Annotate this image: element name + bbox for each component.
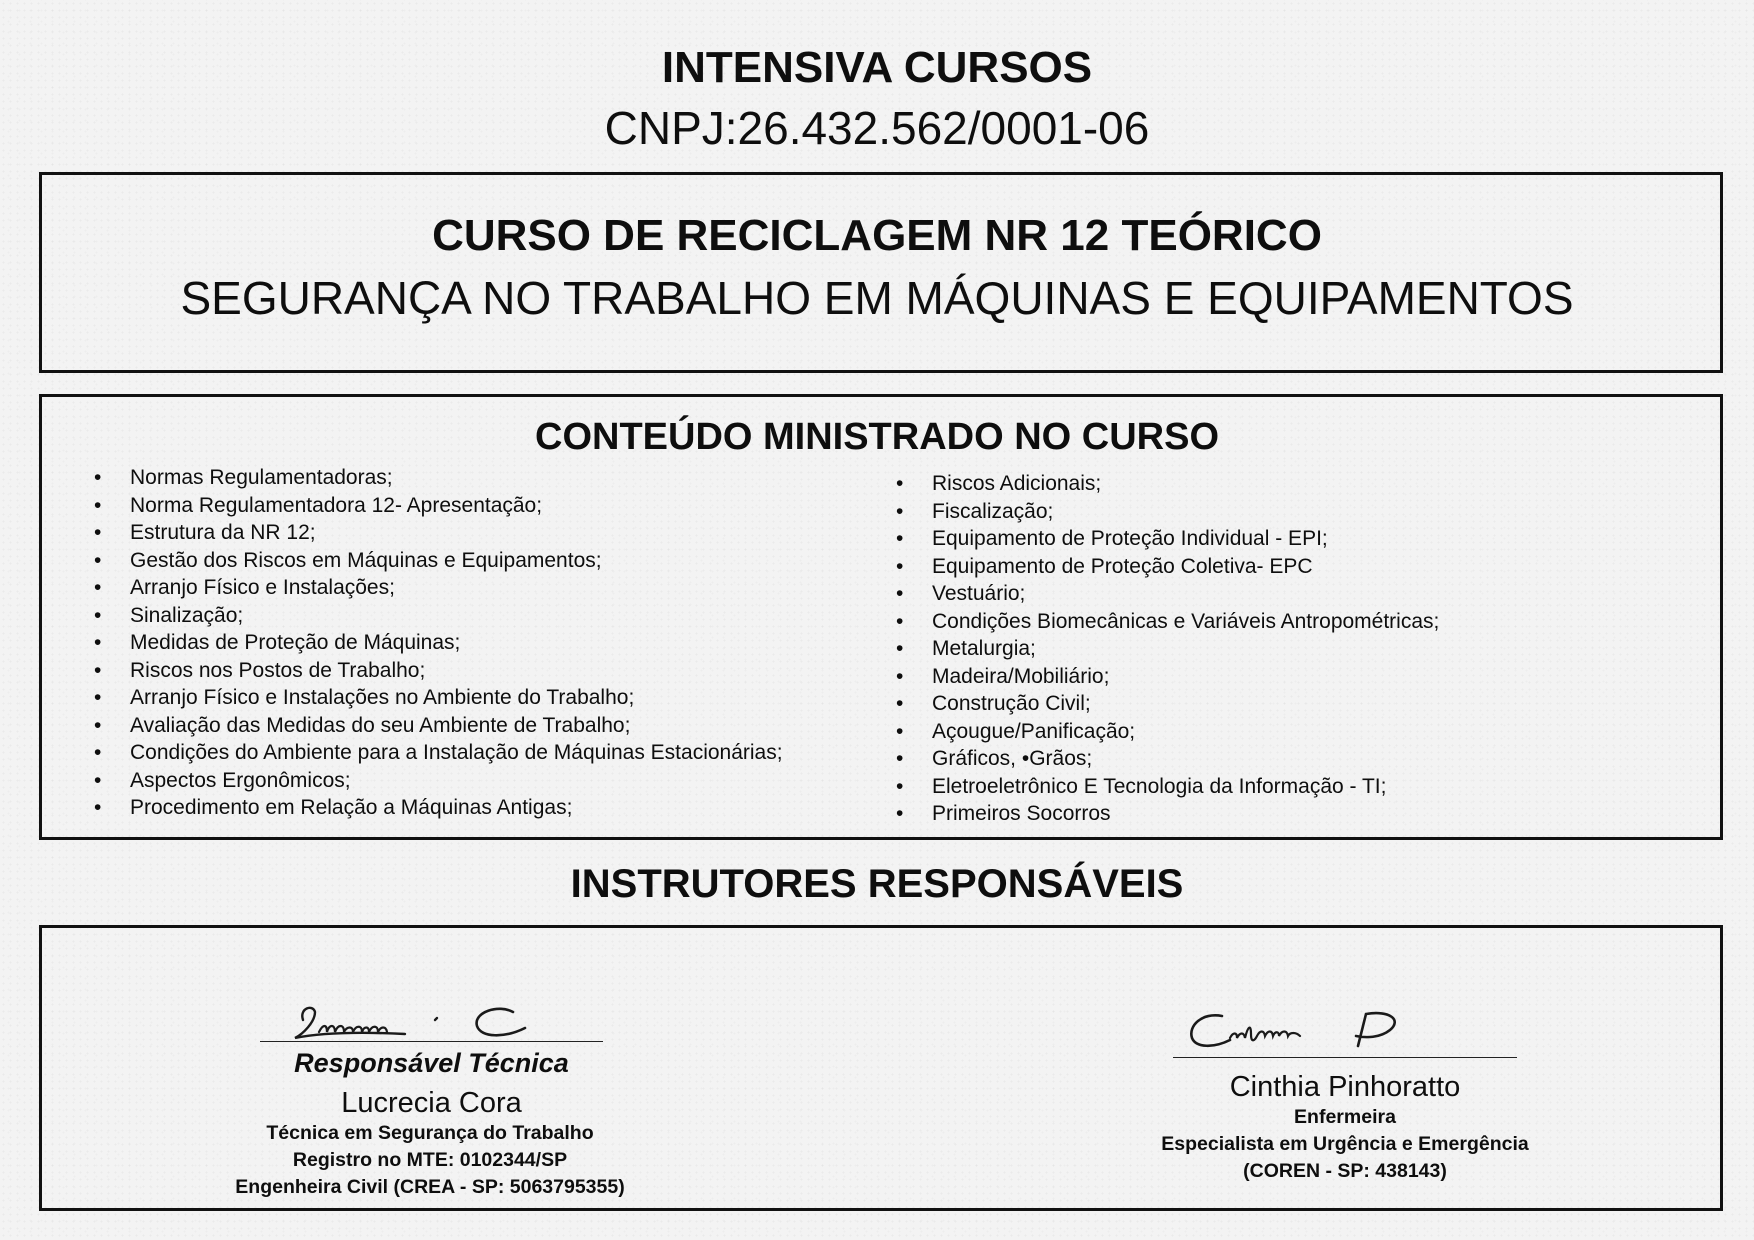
list-item-text: Sinalização;	[130, 603, 244, 627]
bullet-icon: •	[94, 741, 102, 764]
company-cnpj: CNPJ:26.432.562/0001-06	[604, 102, 1150, 154]
bullet-icon: •	[94, 631, 102, 654]
list-item-text: Eletroeletrônico E Tecnologia da Informação - TI;	[932, 774, 1387, 798]
list-item-text: Riscos nos Postos de Trabalho;	[130, 658, 426, 682]
list-item	[896, 663, 1439, 691]
topic-list-left	[94, 464, 783, 822]
list-item	[94, 547, 783, 575]
responsible-role: Responsável Técnica	[294, 1048, 569, 1078]
list-item-text: Fiscalização;	[932, 499, 1054, 523]
list-item	[896, 718, 1439, 746]
instructor-detail-right-3: (COREN - SP: 438143)	[1243, 1160, 1447, 1182]
bullet-icon: •	[94, 548, 102, 572]
instructor-name-left: Lucrecia Cora	[341, 1087, 522, 1119]
list-item-text: Medidas de Proteção de Máquinas;	[130, 631, 461, 654]
instructor-detail-right-2: Especialista em Urgência e Emergência	[1161, 1133, 1529, 1155]
company-name: INTENSIVA CURSOS	[661, 43, 1093, 92]
list-item	[896, 470, 1439, 498]
list-item-text: Equipamento de Proteção Coletiva- EPC	[932, 554, 1313, 578]
list-item	[896, 690, 1439, 718]
instructor-detail-left-1: Técnica em Segurança do Trabalho	[266, 1122, 594, 1144]
bullet-icon: •	[94, 658, 102, 682]
list-item-text: Primeiros Socorros	[932, 802, 1111, 825]
list-item-text: Condições do Ambiente para a Instalação de Máquinas Estacionárias;	[130, 741, 783, 764]
bullet-icon: •	[94, 713, 102, 737]
bullet-icon: •	[896, 499, 904, 523]
list-item-text: Condições Biomecânicas e Variáveis Antropométricas;	[932, 609, 1440, 633]
bullet-icon: •	[94, 466, 102, 489]
bullet-icon: •	[896, 527, 904, 550]
bullet-icon: •	[94, 576, 102, 599]
list-item	[896, 525, 1439, 553]
list-item-text: Aspectos Ergonômicos;	[130, 768, 351, 792]
list-item-text: Arranjo Físico e Instalações;	[130, 576, 395, 599]
list-item-text: Estrutura da NR 12;	[130, 521, 316, 544]
bullet-icon: •	[94, 768, 102, 792]
bullet-icon: •	[94, 521, 102, 544]
list-item	[896, 498, 1439, 526]
bullet-icon: •	[896, 472, 904, 495]
list-item	[94, 464, 783, 492]
instructor-detail-left-2: Registro no MTE: 0102344/SP	[292, 1149, 568, 1171]
list-item-text: Normas Regulamentadoras;	[130, 466, 393, 489]
bullet-icon: •	[896, 582, 904, 605]
list-item	[896, 635, 1439, 663]
list-item	[94, 629, 783, 657]
list-item-text: Riscos Adicionais;	[932, 472, 1102, 495]
list-item-text: Vestuário;	[932, 582, 1026, 605]
signature-line-right	[1173, 1057, 1517, 1058]
bullet-icon: •	[896, 747, 904, 770]
signature-cinthia-icon	[1180, 1008, 1420, 1056]
bullet-icon: •	[896, 719, 904, 743]
bullet-icon: •	[94, 603, 102, 627]
list-item	[94, 574, 783, 602]
list-item	[896, 580, 1439, 608]
list-item	[94, 767, 783, 795]
course-title: CURSO DE RECICLAGEM NR 12 TEÓRICO	[432, 211, 1322, 260]
instructor-detail-left-3: Engenheira Civil (CREA - SP: 5063795355)	[235, 1176, 625, 1198]
list-item-text: Equipamento de Proteção Individual - EPI;	[932, 527, 1328, 550]
list-item	[94, 519, 783, 547]
list-item-text: Norma Regulamentadora 12- Apresentação;	[130, 493, 543, 517]
list-item	[94, 712, 783, 740]
instructor-detail-right-1: Enfermeira	[1294, 1106, 1396, 1128]
bullet-icon: •	[94, 493, 102, 517]
list-item	[896, 553, 1439, 581]
bullet-icon: •	[896, 802, 904, 825]
bullet-icon: •	[896, 554, 904, 578]
topic-list-right	[896, 470, 1440, 828]
bullet-icon: •	[896, 637, 904, 660]
list-item-text: Arranjo Físico e Instalações no Ambiente do Trabalho;	[130, 686, 635, 709]
list-item	[896, 608, 1440, 636]
list-item	[94, 602, 783, 630]
instructors-title: INSTRUTORES RESPONSÁVEIS	[570, 862, 1184, 906]
list-item	[896, 745, 1439, 773]
course-subtitle: SEGURANÇA NO TRABALHO EM MÁQUINAS E EQUIPAMENTOS	[180, 272, 1574, 324]
list-item-text: Metalurgia;	[932, 637, 1036, 660]
signature-line-left	[260, 1041, 603, 1042]
instructor-name-right: Cinthia Pinhoratto	[1229, 1071, 1461, 1103]
bullet-icon: •	[896, 774, 904, 798]
list-item	[94, 794, 783, 822]
content-title: CONTEÚDO MINISTRADO NO CURSO	[535, 416, 1219, 458]
bullet-icon: •	[94, 796, 102, 819]
list-item	[896, 773, 1439, 801]
bullet-icon: •	[896, 664, 904, 688]
list-item	[94, 739, 783, 767]
list-item-text: Construção Civil;	[932, 692, 1091, 715]
list-item-text: Gestão dos Riscos em Máquinas e Equipamentos;	[130, 548, 602, 572]
bullet-icon: •	[896, 692, 904, 715]
bullet-icon: •	[896, 609, 904, 633]
list-item-text: Açougue/Panificação;	[932, 719, 1136, 743]
list-item-text: Procedimento em Relação a Máquinas Antigas;	[130, 796, 573, 819]
bullet-icon: •	[94, 686, 102, 709]
list-item-text: Madeira/Mobiliário;	[932, 664, 1110, 688]
signature-lucrecia-icon	[285, 998, 545, 1046]
list-item	[94, 657, 783, 685]
list-item	[94, 492, 783, 520]
list-item	[94, 684, 783, 712]
list-item-text: Gráficos, •Grãos;	[932, 747, 1093, 770]
list-item-text: Avaliação das Medidas do seu Ambiente de Trabalho;	[130, 713, 631, 737]
list-item	[896, 800, 1439, 828]
